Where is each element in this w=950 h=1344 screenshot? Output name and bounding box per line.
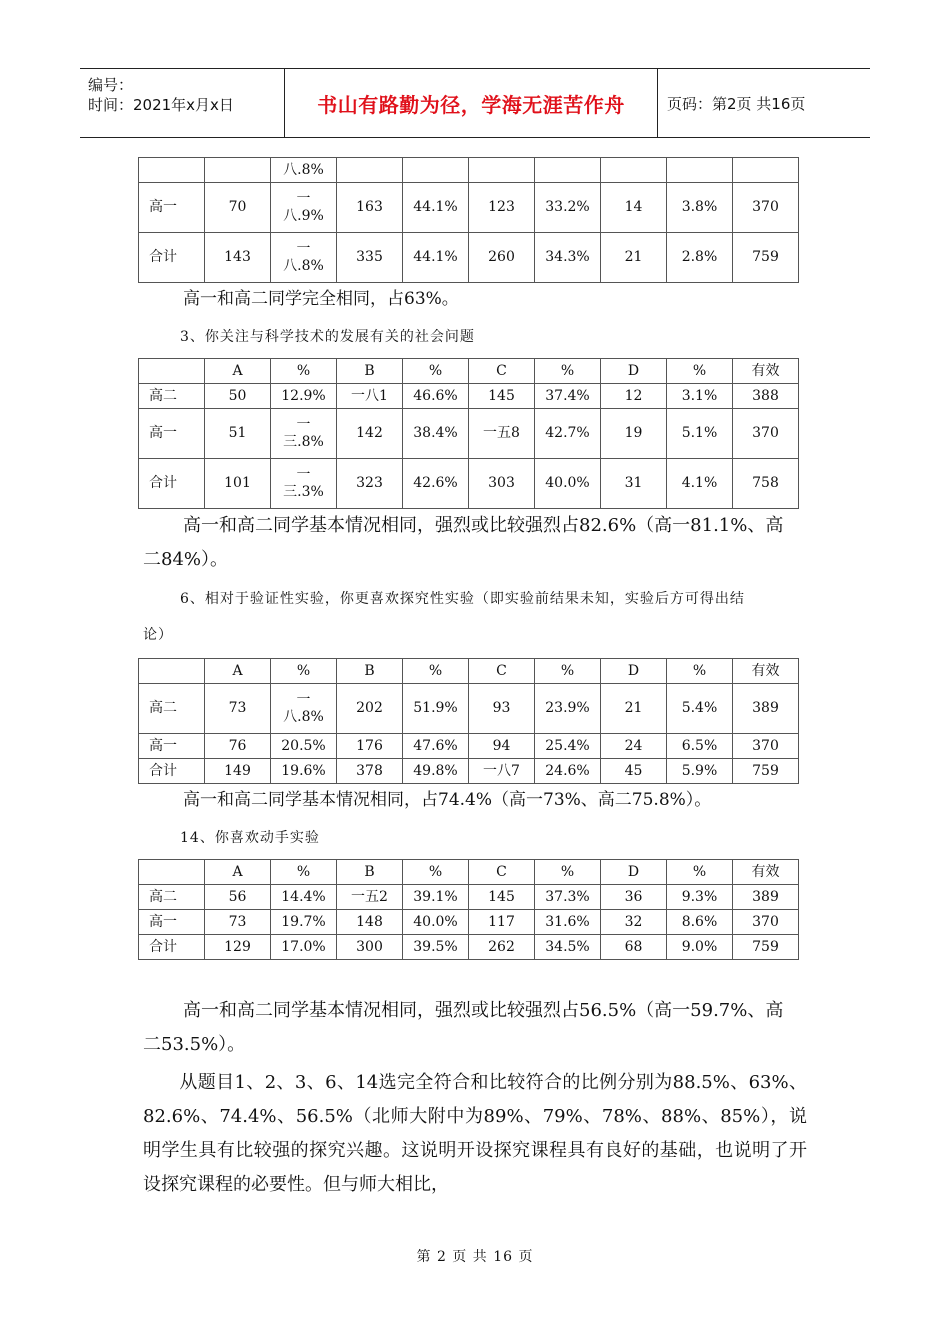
table-cell: 51.9% bbox=[403, 684, 469, 734]
table-cell: 143 bbox=[205, 233, 271, 283]
row-label-cell: 高一 bbox=[139, 183, 205, 233]
table-cell: 一 八.9% bbox=[271, 183, 337, 233]
table-cell: 145 bbox=[469, 885, 535, 910]
table-cell bbox=[733, 158, 799, 183]
table-row bbox=[139, 684, 799, 734]
table-cell: 68 bbox=[601, 935, 667, 960]
table-cell: 163 bbox=[337, 183, 403, 233]
table-cell: 370 bbox=[733, 734, 799, 759]
table-cell: 一五8 bbox=[469, 409, 535, 459]
table-cell: 31.6% bbox=[535, 910, 601, 935]
table-cell: 5.1% bbox=[667, 409, 733, 459]
table-cell: 370 bbox=[733, 409, 799, 459]
table-cell: 八.8% bbox=[271, 158, 337, 183]
table-cell: 202 bbox=[337, 684, 403, 734]
table-row bbox=[139, 384, 799, 409]
table-row bbox=[139, 935, 799, 960]
table-cell bbox=[403, 158, 469, 183]
row-label-cell: 合计 bbox=[139, 759, 205, 784]
table-cell: 23.9% bbox=[535, 684, 601, 734]
table-cell: A bbox=[205, 659, 271, 684]
table-cell: 389 bbox=[733, 684, 799, 734]
row-label-cell: 高二 bbox=[139, 885, 205, 910]
table-cell: 3.1% bbox=[667, 384, 733, 409]
table-cell: % bbox=[667, 860, 733, 885]
table-cell: 33.2% bbox=[535, 183, 601, 233]
table-cell: D bbox=[601, 659, 667, 684]
table-row bbox=[139, 734, 799, 759]
row-label-cell: 高二 bbox=[139, 684, 205, 734]
table-cell: 37.3% bbox=[535, 885, 601, 910]
summary-q14-line2: 二53.5%）。 bbox=[143, 1034, 246, 1055]
table-cell: 一八1 bbox=[337, 384, 403, 409]
row-label-cell bbox=[139, 158, 205, 183]
table-header-row bbox=[139, 659, 799, 684]
table-cell: 73 bbox=[205, 684, 271, 734]
table-cell: % bbox=[271, 860, 337, 885]
question-6-title-line2: 论） bbox=[143, 627, 173, 643]
table-cell: 370 bbox=[733, 183, 799, 233]
row-label-cell: 高一 bbox=[139, 910, 205, 935]
survey-table-q3 bbox=[138, 358, 799, 509]
table-cell: 5.4% bbox=[667, 684, 733, 734]
table-cell: 46.6% bbox=[403, 384, 469, 409]
table-cell: 758 bbox=[733, 459, 799, 509]
summary-q2: 高一和高二同学完全相同，占63%。 bbox=[183, 289, 459, 309]
table-row bbox=[139, 409, 799, 459]
header-page-number: 页码：第2页 共16页 bbox=[667, 95, 806, 113]
table-row bbox=[139, 759, 799, 784]
table-cell: C bbox=[469, 359, 535, 384]
table-cell: 93 bbox=[469, 684, 535, 734]
table-header-row bbox=[139, 860, 799, 885]
table-cell: 19.7% bbox=[271, 910, 337, 935]
table-cell: 8.6% bbox=[667, 910, 733, 935]
table-cell: 129 bbox=[205, 935, 271, 960]
doc-number-label: 编号： bbox=[88, 76, 134, 94]
table-cell: 一 八.8% bbox=[271, 684, 337, 734]
table-cell: 759 bbox=[733, 759, 799, 784]
conclusion-paragraph bbox=[143, 1066, 807, 1202]
table-cell: 42.6% bbox=[403, 459, 469, 509]
table-row bbox=[139, 158, 799, 183]
table-cell: 49.8% bbox=[403, 759, 469, 784]
table-cell: 有效 bbox=[733, 659, 799, 684]
table-cell: B bbox=[337, 659, 403, 684]
table-cell: 759 bbox=[733, 233, 799, 283]
table-cell: 34.3% bbox=[535, 233, 601, 283]
table-row bbox=[139, 233, 799, 283]
table-cell: 有效 bbox=[733, 359, 799, 384]
row-label-cell bbox=[139, 659, 205, 684]
row-label-cell: 高一 bbox=[139, 734, 205, 759]
survey-table-q14 bbox=[138, 859, 799, 960]
table-cell: % bbox=[403, 860, 469, 885]
table-cell: % bbox=[535, 359, 601, 384]
table-cell: 42.7% bbox=[535, 409, 601, 459]
question-14-title: 14、你喜欢动手实验 bbox=[180, 830, 320, 846]
table-cell bbox=[205, 158, 271, 183]
row-label-cell bbox=[139, 359, 205, 384]
table-cell: 32 bbox=[601, 910, 667, 935]
table-cell: 14.4% bbox=[271, 885, 337, 910]
table-cell: % bbox=[403, 659, 469, 684]
table-cell: 38.4% bbox=[403, 409, 469, 459]
row-label-cell: 合计 bbox=[139, 459, 205, 509]
table-cell: 260 bbox=[469, 233, 535, 283]
table-cell: 76 bbox=[205, 734, 271, 759]
table-cell: 36 bbox=[601, 885, 667, 910]
table-cell: % bbox=[403, 359, 469, 384]
table-cell bbox=[601, 158, 667, 183]
page-header bbox=[80, 68, 870, 138]
header-divider bbox=[657, 69, 658, 137]
table-cell: 142 bbox=[337, 409, 403, 459]
header-motto: 书山有路勤为径，学海无涯苦作舟 bbox=[317, 93, 625, 117]
table-cell: 40.0% bbox=[403, 910, 469, 935]
table-cell: B bbox=[337, 860, 403, 885]
table-cell: 19.6% bbox=[271, 759, 337, 784]
table-cell: 303 bbox=[469, 459, 535, 509]
survey-table-q2-continued bbox=[138, 157, 799, 283]
question-3-title: 3、你关注与科学技术的发展有关的社会问题 bbox=[180, 329, 475, 345]
table-cell: 262 bbox=[469, 935, 535, 960]
summary-q3-line2: 二84%）。 bbox=[143, 549, 229, 570]
table-cell: 51 bbox=[205, 409, 271, 459]
table-row bbox=[139, 183, 799, 233]
table-cell: % bbox=[535, 659, 601, 684]
table-cell: 388 bbox=[733, 384, 799, 409]
question-6-title-line1: 6、相对于验证性实验，你更喜欢探究性实验（即实验前结果未知，实验后方可得出结 bbox=[180, 591, 745, 607]
table-cell: 19 bbox=[601, 409, 667, 459]
table-cell: % bbox=[535, 860, 601, 885]
table-cell: 145 bbox=[469, 384, 535, 409]
table-cell: 5.9% bbox=[667, 759, 733, 784]
summary-q6: 高一和高二同学基本情况相同，占74.4%（高一73%、高二75.8%）。 bbox=[183, 790, 712, 810]
table-cell: 25.4% bbox=[535, 734, 601, 759]
table-cell: 149 bbox=[205, 759, 271, 784]
table-cell: 176 bbox=[337, 734, 403, 759]
table-cell: A bbox=[205, 359, 271, 384]
row-label-cell bbox=[139, 860, 205, 885]
table-cell: % bbox=[667, 359, 733, 384]
table-cell bbox=[337, 158, 403, 183]
table-cell: 21 bbox=[601, 684, 667, 734]
table-cell: 一五2 bbox=[337, 885, 403, 910]
table-cell bbox=[469, 158, 535, 183]
table-cell: 56 bbox=[205, 885, 271, 910]
table-cell: 12.9% bbox=[271, 384, 337, 409]
table-cell: 378 bbox=[337, 759, 403, 784]
table-cell bbox=[667, 158, 733, 183]
table-cell: 39.1% bbox=[403, 885, 469, 910]
table-cell: 一 三.3% bbox=[271, 459, 337, 509]
table-cell: 21 bbox=[601, 233, 667, 283]
table-cell: 一 八.8% bbox=[271, 233, 337, 283]
table-cell: % bbox=[271, 659, 337, 684]
table-cell: 40.0% bbox=[535, 459, 601, 509]
table-cell: C bbox=[469, 860, 535, 885]
table-cell: % bbox=[667, 659, 733, 684]
table-cell: 14 bbox=[601, 183, 667, 233]
table-cell: 3.8% bbox=[667, 183, 733, 233]
table-cell: C bbox=[469, 659, 535, 684]
table-cell: 2.8% bbox=[667, 233, 733, 283]
table-cell: 94 bbox=[469, 734, 535, 759]
table-cell: B bbox=[337, 359, 403, 384]
table-cell: 4.1% bbox=[667, 459, 733, 509]
survey-table-q6 bbox=[138, 658, 799, 784]
table-cell: 335 bbox=[337, 233, 403, 283]
table-cell: 370 bbox=[733, 910, 799, 935]
table-cell: 39.5% bbox=[403, 935, 469, 960]
table-cell: 44.1% bbox=[403, 233, 469, 283]
table-cell: % bbox=[271, 359, 337, 384]
header-meta bbox=[88, 75, 234, 115]
table-row bbox=[139, 885, 799, 910]
page-footer: 第 2 页 共 16 页 bbox=[416, 1249, 534, 1265]
table-cell: 45 bbox=[601, 759, 667, 784]
table-cell: 50 bbox=[205, 384, 271, 409]
table-cell: 31 bbox=[601, 459, 667, 509]
table-cell: 17.0% bbox=[271, 935, 337, 960]
row-label-cell: 合计 bbox=[139, 935, 205, 960]
table-cell: 12 bbox=[601, 384, 667, 409]
table-header-row bbox=[139, 359, 799, 384]
table-cell: 37.4% bbox=[535, 384, 601, 409]
table-cell: 24 bbox=[601, 734, 667, 759]
table-cell: 323 bbox=[337, 459, 403, 509]
summary-q14-line1: 高一和高二同学基本情况相同，强烈或比较强烈占56.5%（高一59.7%、高 bbox=[183, 1000, 784, 1021]
table-cell: 一 三.8% bbox=[271, 409, 337, 459]
table-cell: 759 bbox=[733, 935, 799, 960]
table-cell: 148 bbox=[337, 910, 403, 935]
table-cell: D bbox=[601, 860, 667, 885]
row-label-cell: 合计 bbox=[139, 233, 205, 283]
table-row bbox=[139, 459, 799, 509]
table-cell: 44.1% bbox=[403, 183, 469, 233]
doc-time-label: 时间：2021年x月x日 bbox=[88, 96, 234, 114]
table-cell: 9.3% bbox=[667, 885, 733, 910]
table-cell: 24.6% bbox=[535, 759, 601, 784]
table-cell: 389 bbox=[733, 885, 799, 910]
table-cell: 73 bbox=[205, 910, 271, 935]
table-cell: 123 bbox=[469, 183, 535, 233]
row-label-cell: 高二 bbox=[139, 384, 205, 409]
table-cell: 6.5% bbox=[667, 734, 733, 759]
table-cell: 34.5% bbox=[535, 935, 601, 960]
table-row bbox=[139, 910, 799, 935]
table-cell bbox=[535, 158, 601, 183]
table-cell: 300 bbox=[337, 935, 403, 960]
table-cell: 47.6% bbox=[403, 734, 469, 759]
row-label-cell: 高一 bbox=[139, 409, 205, 459]
table-cell: D bbox=[601, 359, 667, 384]
table-cell: 70 bbox=[205, 183, 271, 233]
summary-q3-line1: 高一和高二同学基本情况相同，强烈或比较强烈占82.6%（高一81.1%、高 bbox=[183, 515, 784, 536]
table-cell: 一八7 bbox=[469, 759, 535, 784]
table-cell: 有效 bbox=[733, 860, 799, 885]
table-cell: 20.5% bbox=[271, 734, 337, 759]
table-cell: 9.0% bbox=[667, 935, 733, 960]
table-cell: 101 bbox=[205, 459, 271, 509]
table-cell: 117 bbox=[469, 910, 535, 935]
conclusion-text: 从题目1、2、3、6、14选完全符合和比较符合的比例分别为88.5%、63%、82.6%、74.4%、56.5%（北师大附中为89%、79%、78%、88%、85%），说明学生具有比较强的探究兴趣。这说明开设探究课程具有良好的基础，也说明了开设探究课程的必要性。但与师大相比， bbox=[143, 1072, 807, 1195]
table-cell: A bbox=[205, 860, 271, 885]
